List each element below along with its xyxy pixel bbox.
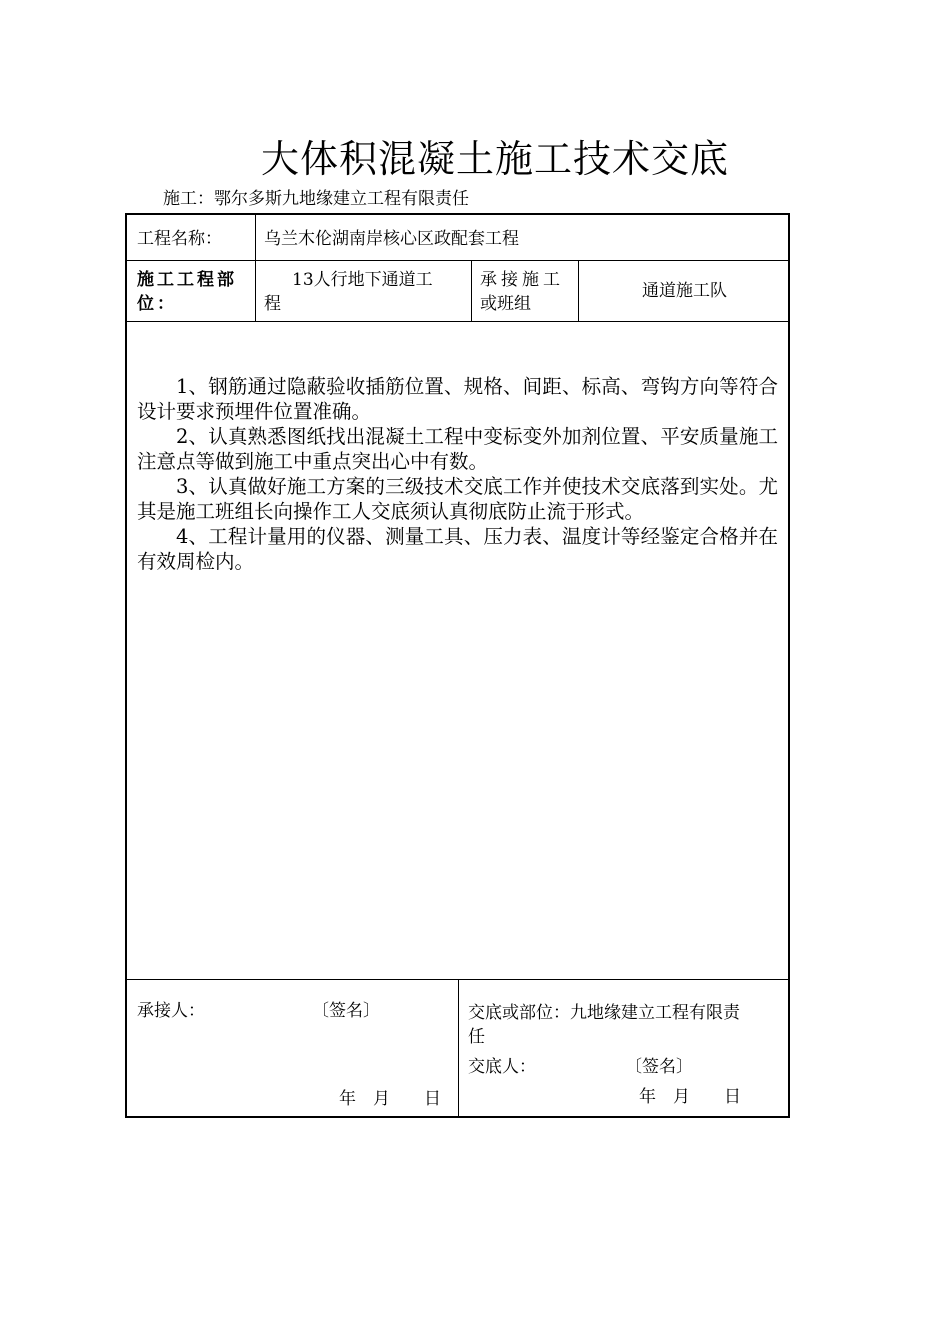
receiver-date: 年 月 日: [339, 1089, 441, 1109]
location-value: [255, 261, 471, 321]
team-label-line1: 承接施工: [480, 270, 564, 290]
disclosure-content: [127, 322, 788, 980]
receiver-label: 承接人：: [137, 1001, 205, 1021]
content-item-3: 3、认真做好施工方案的三级技术交底工作并使技术交底落到实处。尤其是施工班组长向操作工人交底须认真彻底防止流于形式。: [137, 475, 778, 523]
content-item-1: 1、钢筋通过隐蔽验收插筋位置、规格、间距、标高、弯钩方向等符合设计要求预埋件位置准确。: [137, 375, 778, 423]
team-label-line2: 或班组: [480, 294, 531, 314]
disclosure-form: [125, 213, 790, 1118]
location-label-line2: 位：: [137, 294, 177, 314]
receiver-signature-cell: [127, 980, 458, 1116]
construction-location-row: [127, 261, 788, 322]
content-item-2: 2、认真熟悉图纸找出混凝土工程中变标变外加剂位置、平安质量施工注意点等做到施工中重点突出心中有数。: [137, 425, 778, 473]
location-value-line2: 程: [264, 294, 281, 314]
project-name-label: 工程名称：: [137, 229, 222, 249]
content-item-4: 4、工程计量用的仪器、测量工具、压力表、温度计等经鉴定合格并在有效周检内。: [137, 525, 778, 573]
location-value-line1: 13人行地下通道工: [292, 270, 433, 290]
project-name-value: 乌兰木伦湖南岸核心区政配套工程: [255, 215, 790, 260]
location-label-line1: 施工工程部: [137, 270, 237, 290]
document-title: 大体积混凝土施工技术交底: [260, 137, 729, 181]
team-label: [471, 261, 578, 321]
issuer-unit-label: 交底或部位：九地缘建立工程有限责: [468, 1003, 740, 1023]
team-value: 通道施工队: [578, 261, 790, 321]
issuer-sign-placeholder: 〔签名〕: [625, 1057, 693, 1077]
issuer-unit-label-cont: 任: [468, 1027, 485, 1047]
contractor-line: 施工：鄂尔多斯九地缘建立工程有限责任: [163, 189, 469, 209]
location-label: [127, 261, 255, 321]
issuer-date: 年 月 日: [639, 1087, 741, 1107]
receiver-sign-placeholder: 〔签名〕: [312, 1001, 380, 1021]
issuer-signature-cell: [458, 980, 788, 1116]
issuer-label: 交底人：: [468, 1057, 536, 1077]
project-name-row: [127, 215, 788, 261]
